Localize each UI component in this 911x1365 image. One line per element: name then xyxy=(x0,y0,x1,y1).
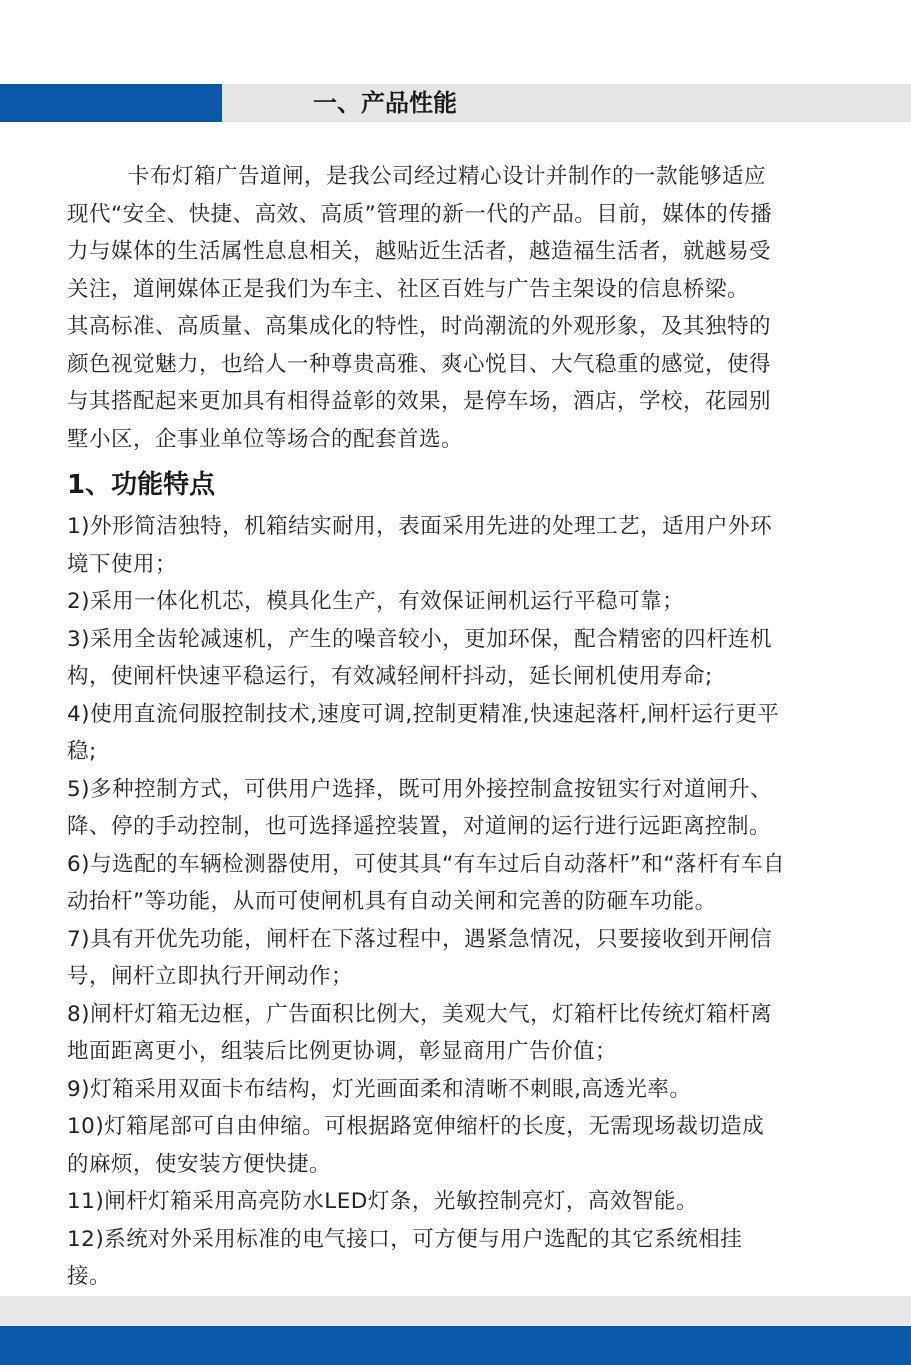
feature-line: 地面距离更小，组装后比例更协调，彰显商用广告价值； xyxy=(67,1039,618,1064)
intro-line: 关注，道闸媒体正是我们为车主、社区百姓与广告主架设的信息桥梁。 xyxy=(67,276,750,302)
header-accent-block xyxy=(0,84,222,122)
feature-line: 11)闸杆灯箱采用高亮防水LED灯条，光敏控制亮灯，高效智能。 xyxy=(67,1189,698,1214)
intro-line: 卡布灯箱广告道闸，是我公司经过精心设计并制作的一款能够适应 xyxy=(128,164,767,189)
section-heading: 1、功能特点 xyxy=(67,470,216,500)
footer-accent-bar xyxy=(0,1326,911,1365)
page-title: 一、产品性能 xyxy=(313,89,457,117)
feature-line: 6)与选配的车辆检测器使用，可使其具“有车过后自动落杆”和“落杆有车自 xyxy=(67,851,785,877)
feature-line: 7)具有开优先功能，闸杆在下落过程中，遇紧急情况，只要接收到开闸信 xyxy=(67,926,773,952)
feature-line: 构，使闸杆快速平稳运行，有效减轻闸杆抖动，延长闸机使用寿命; xyxy=(67,664,713,689)
intro-line: 其高标准、高质量、高集成化的特性，时尚潮流的外观形象，及其独特的 xyxy=(67,314,772,339)
feature-line: 10)灯箱尾部可自由伸缩。可根据路宽伸缩杆的长度，无需现场裁切造成 xyxy=(67,1114,765,1139)
feature-line: 2)采用一体化机芯，模具化生产，有效保证闸机运行平稳可靠； xyxy=(67,589,685,614)
intro-paragraph xyxy=(67,158,851,458)
feature-line: 1)外形简洁独特，机箱结实耐用，表面采用先进的处理工艺，适用户外环 xyxy=(67,514,773,539)
feature-line: 号，闸杆立即执行开闸动作； xyxy=(67,964,354,989)
intro-line: 与其搭配起来更加具有相得益彰的效果，是停车场，酒店，学校，花园别 xyxy=(67,389,772,414)
intro-line: 墅小区，企事业单位等场合的配套首选。 xyxy=(67,426,464,452)
footer-band xyxy=(0,1296,911,1326)
feature-line: 动抬杆”等功能，从而可使闸机具有自动关闸和完善的防砸车功能。 xyxy=(67,889,717,914)
feature-line: 5)多种控制方式，可供用户选择，既可用外接控制盒按钮实行对道闸升、 xyxy=(67,776,773,802)
document-body xyxy=(67,158,851,1296)
feature-line: 稳; xyxy=(67,739,97,764)
intro-line: 现代“安全、快捷、高效、高质”管理的新一代的产品。目前，媒体的传播 xyxy=(67,201,773,227)
intro-line: 力与媒体的生活属性息息相关，越贴近生活者，越造福生活者，就越易受 xyxy=(67,239,772,264)
feature-line: 降、停的手动控制，也可选择遥控装置，对道闸的运行进行远距离控制。 xyxy=(67,814,772,839)
header-band xyxy=(0,84,911,122)
feature-line: 4)使用直流伺服控制技术,速度可调,控制更精准,快速起落杆,闸杆运行更平 xyxy=(67,701,780,727)
feature-line: 9)灯箱采用双面卡布结构，灯光画面柔和清晰不刺眼,高透光率。 xyxy=(67,1076,692,1102)
feature-list xyxy=(67,508,851,1296)
feature-line: 8)闸杆灯箱无边框，广告面积比例大，美观大气，灯箱杆比传统灯箱杆离 xyxy=(67,1001,773,1027)
feature-line: 12)系统对外采用标准的电气接口，可方便与用户选配的其它系统相挂 xyxy=(67,1226,743,1252)
feature-line: 境下使用； xyxy=(67,551,178,577)
feature-line: 3)采用全齿轮减速机，产生的噪音较小，更加环保，配合精密的四杆连机 xyxy=(67,626,773,652)
feature-line: 接。 xyxy=(67,1264,112,1289)
intro-line: 颜色视觉魅力，也给人一种尊贵高雅、爽心悦目、大气稳重的感觉，使得 xyxy=(67,351,772,377)
feature-line: 的麻烦，使安装方便快捷。 xyxy=(67,1151,332,1177)
